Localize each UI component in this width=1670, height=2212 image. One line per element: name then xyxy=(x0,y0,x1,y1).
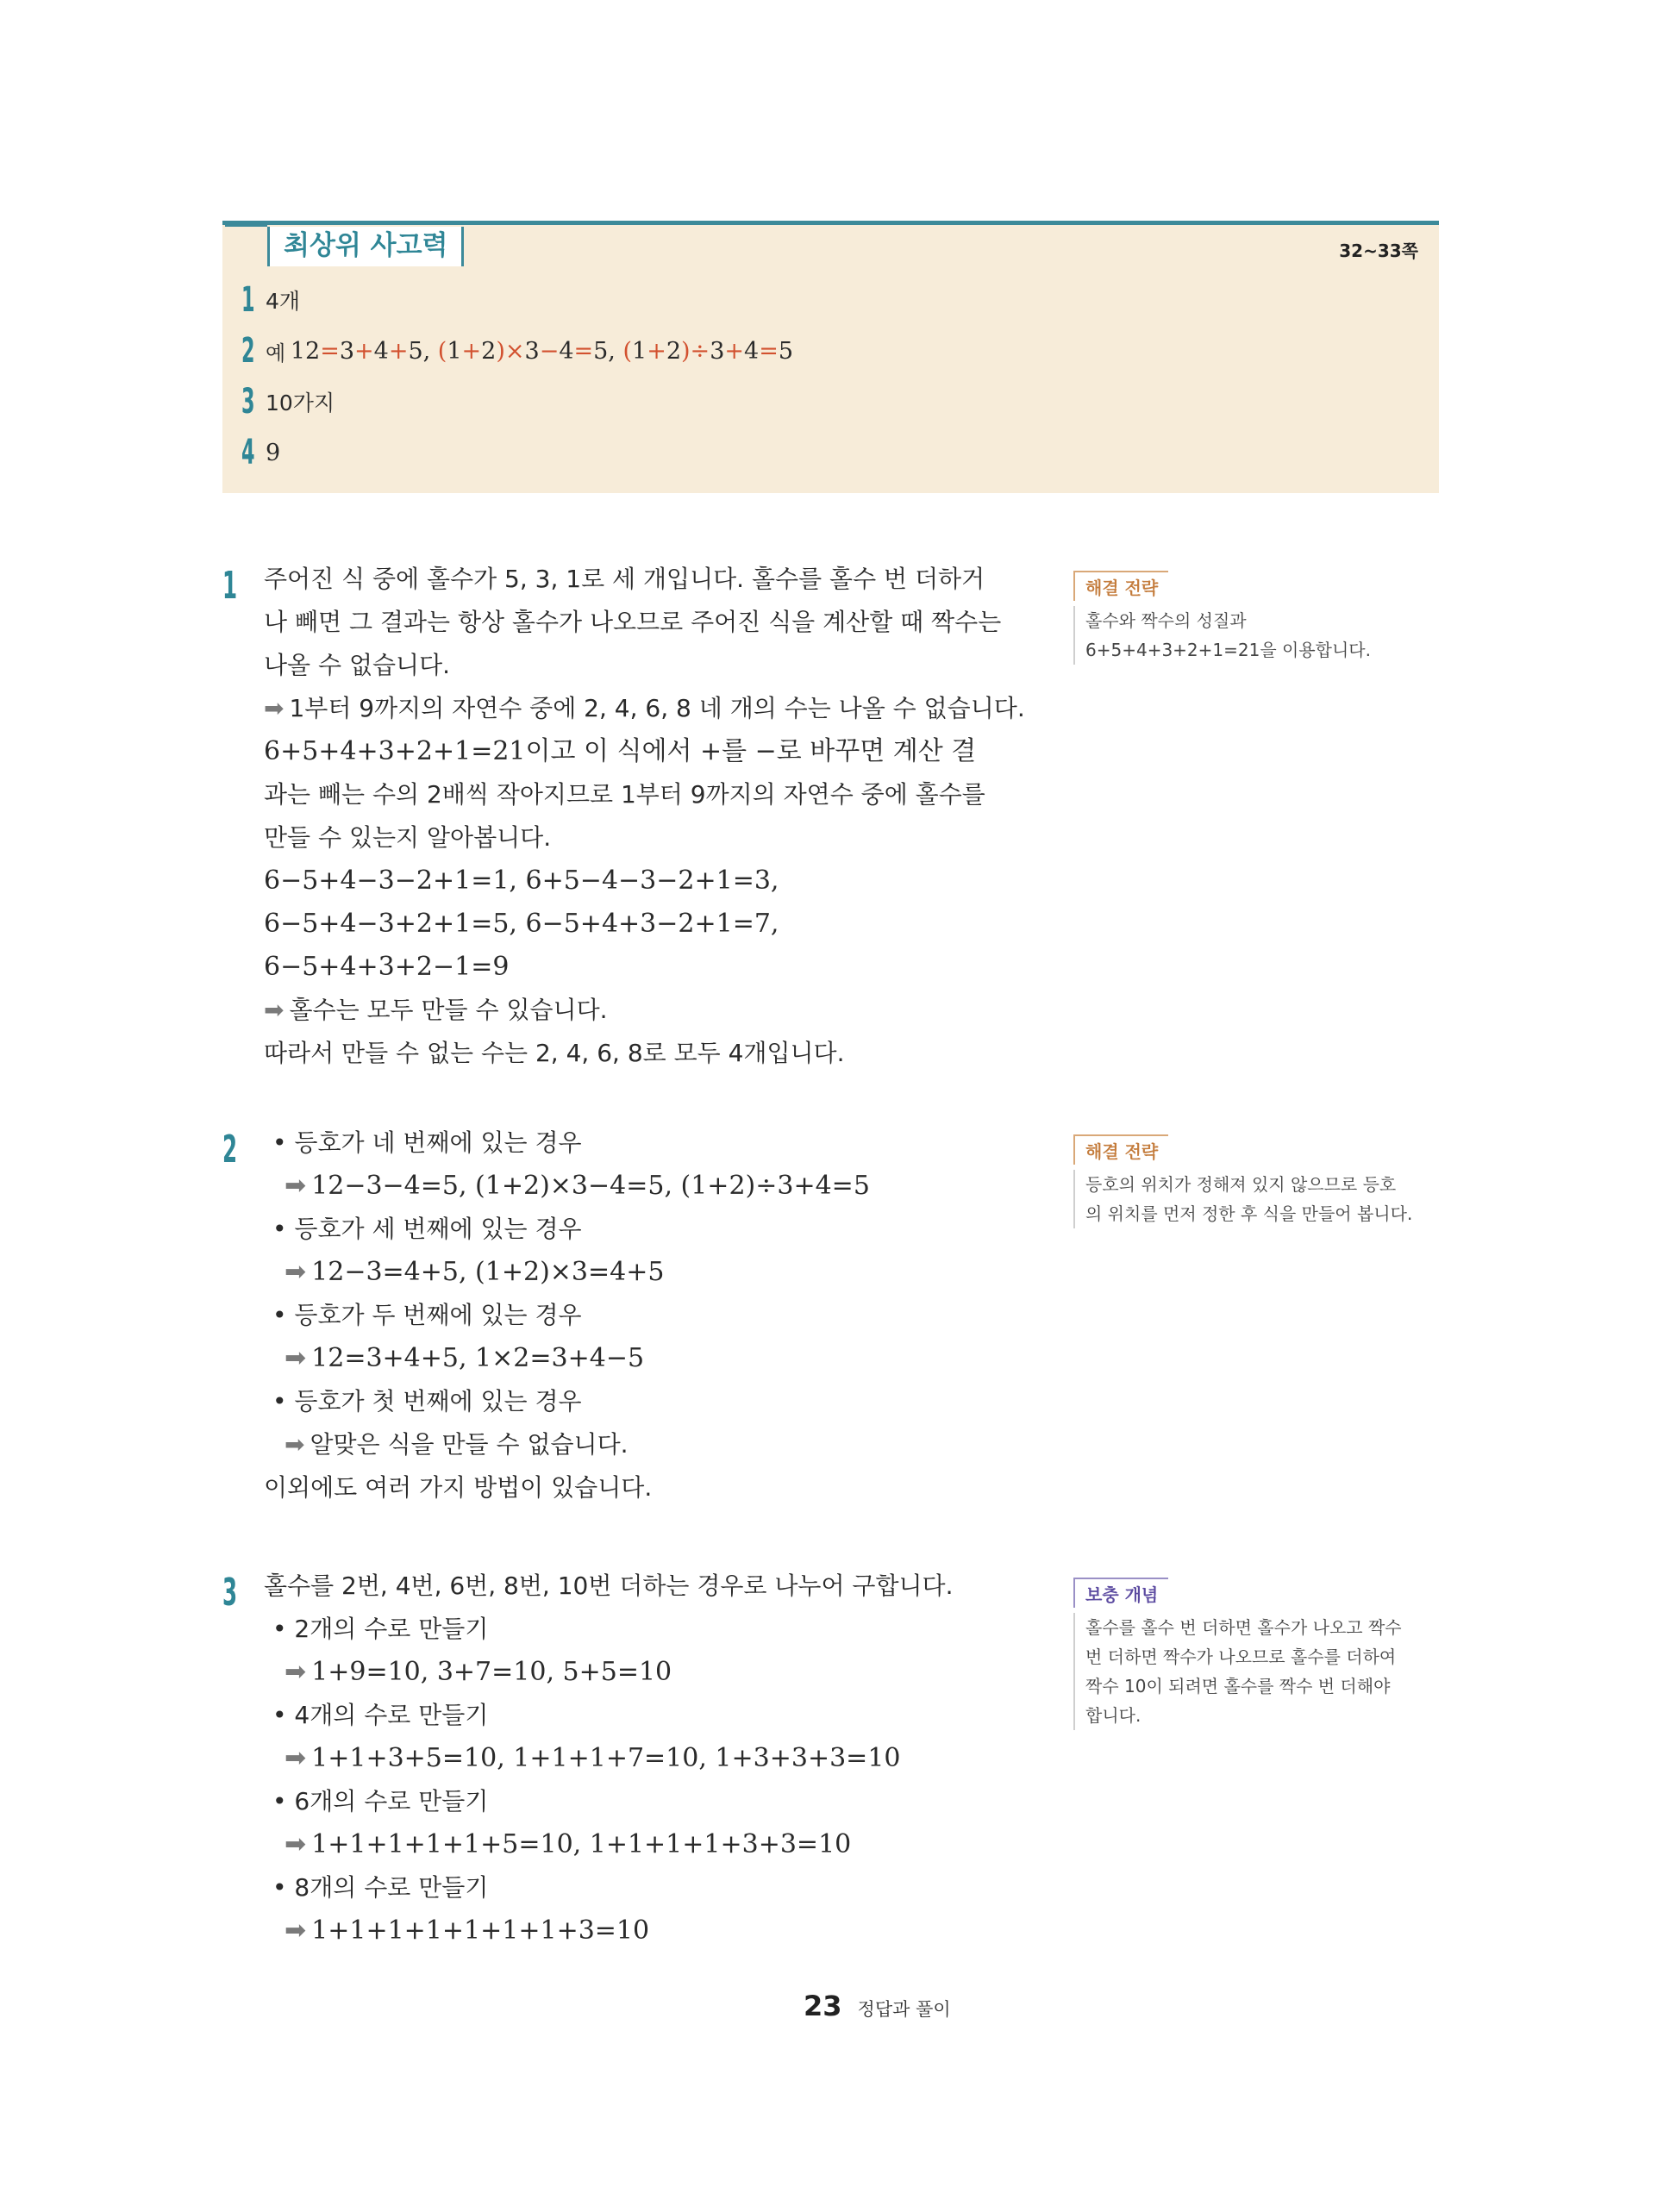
solution-line: • 등호가 두 번째에 있는 경우 xyxy=(272,1301,582,1329)
answer-number: 3 xyxy=(241,382,255,422)
solution-line: ➡ 1부터 9까지의 자연수 중에 2, 4, 6, 8 네 개의 수는 나올 수 없습니다. xyxy=(264,694,1025,722)
note-line: 번 더하면 짝수가 나오므로 홀수를 더하여 xyxy=(1085,1647,1397,1667)
solution-line: 만들 수 있는지 알아봅니다. xyxy=(264,823,552,852)
arrow-icon: ➡ xyxy=(285,1430,305,1459)
answer-box xyxy=(222,221,1439,493)
solution-line: 6−5+4+3+2−1=9 xyxy=(264,952,510,982)
side-note xyxy=(1073,1578,1440,1730)
note-body xyxy=(1073,606,1440,665)
note-heading: 해결 전략 xyxy=(1073,571,1168,601)
solution-line: • 등호가 세 번째에 있는 경우 xyxy=(272,1215,582,1243)
arrow-icon: ➡ xyxy=(285,1915,307,1946)
note-body xyxy=(1073,1613,1440,1730)
solution-line: 6+5+4+3+2+1=21이고 이 식에서 +를 −로 바꾸면 계산 결 xyxy=(264,736,977,766)
note-heading: 보충 개념 xyxy=(1073,1578,1168,1608)
answer-expression: 12=3+4+5, (1+2)×3−4=5, (1+2)÷3+4=5 xyxy=(290,337,793,365)
side-note xyxy=(1073,1134,1440,1228)
answer-number: 4 xyxy=(241,433,255,472)
solution-line: 과는 빼는 수의 2배씩 작아지므로 1부터 9까지의 자연수 중에 홀수를 xyxy=(264,780,985,809)
arrow-icon: ➡ xyxy=(285,1343,307,1373)
solution-line: • 등호가 네 번째에 있는 경우 xyxy=(272,1128,582,1157)
solution-line: • 6개의 수로 만들기 xyxy=(272,1787,489,1815)
solution-line: ➡ 알맞은 식을 만들 수 없습니다. xyxy=(285,1430,629,1459)
solution-line: 나올 수 없습니다. xyxy=(264,651,451,679)
page-number: 23 xyxy=(804,1990,842,2022)
solution-line: ➡ 12−3−4=5, (1+2)×3−4=5, (1+2)÷3+4=5 xyxy=(285,1171,870,1201)
solution-line: 따라서 만들 수 없는 수는 2, 4, 6, 8로 모두 4개입니다. xyxy=(264,1039,845,1067)
solution-line: 홀수를 2번, 4번, 6번, 8번, 10번 더하는 경우로 나누어 구합니다. xyxy=(264,1572,954,1600)
answer-row xyxy=(241,278,300,322)
solution-line: 나 빼면 그 결과는 항상 홀수가 나오므로 주어진 식을 계산할 때 짝수는 xyxy=(264,608,1002,636)
arrow-icon: ➡ xyxy=(264,694,285,722)
solution-number: 3 xyxy=(222,1571,238,1615)
solution-line: 이외에도 여러 가지 방법이 있습니다. xyxy=(264,1473,653,1502)
page-range: 32~33쪽 xyxy=(1339,241,1418,261)
solution-line: • 2개의 수로 만들기 xyxy=(272,1615,489,1643)
page-footer xyxy=(804,1990,951,2022)
answer-row xyxy=(241,431,280,474)
note-body xyxy=(1073,1170,1440,1228)
solution-line: 6−5+4−3−2+1=1, 6+5−4−3−2+1=3, xyxy=(264,865,779,896)
solution-line: • 4개의 수로 만들기 xyxy=(272,1701,489,1729)
solution-number: 2 xyxy=(222,1128,238,1172)
solution-line: • 등호가 첫 번째에 있는 경우 xyxy=(272,1387,582,1415)
solution-line: ➡ 1+9=10, 3+7=10, 5+5=10 xyxy=(285,1657,672,1687)
answer-example-mark: 예 xyxy=(266,341,292,366)
answer-text: 4개 xyxy=(266,289,301,314)
note-line: 6+5+4+3+2+1=21을 이용합니다. xyxy=(1085,640,1371,660)
note-line: 홀수와 짝수의 성질과 xyxy=(1085,610,1247,631)
arrow-icon: ➡ xyxy=(285,1257,307,1287)
solution-line: • 8개의 수로 만들기 xyxy=(272,1873,489,1902)
solution-line: ➡ 홀수는 모두 만들 수 있습니다. xyxy=(264,996,608,1024)
note-line: 홀수를 홀수 번 더하면 홀수가 나오고 짝수 xyxy=(1085,1617,1402,1638)
note-line: 의 위치를 먼저 정한 후 식을 만들어 봅니다. xyxy=(1085,1203,1413,1224)
solution-line: 6−5+4−3+2+1=5, 6−5+4+3−2+1=7, xyxy=(264,909,779,939)
side-note xyxy=(1073,571,1440,665)
arrow-icon: ➡ xyxy=(264,996,285,1024)
answer-number: 1 xyxy=(241,280,255,320)
solution-line: ➡ 12=3+4+5, 1×2=3+4−5 xyxy=(285,1343,645,1373)
answer-row xyxy=(241,329,793,372)
note-line: 짝수 10이 되려면 홀수를 짝수 번 더해야 xyxy=(1085,1676,1391,1696)
solution-line: ➡ 1+1+3+5=10, 1+1+1+7=10, 1+3+3+3=10 xyxy=(285,1743,901,1773)
solution-number: 1 xyxy=(222,564,238,608)
note-line: 등호의 위치가 정해져 있지 않으므로 등호 xyxy=(1085,1174,1397,1195)
note-heading: 해결 전략 xyxy=(1073,1134,1168,1165)
arrow-icon: ➡ xyxy=(285,1657,307,1687)
solution-line: ➡ 12−3=4+5, (1+2)×3=4+5 xyxy=(285,1257,665,1287)
solution-line: 주어진 식 중에 홀수가 5, 3, 1로 세 개입니다. 홀수를 홀수 번 더하거 xyxy=(264,565,985,593)
arrow-icon: ➡ xyxy=(285,1743,307,1773)
answer-row xyxy=(241,380,335,423)
solution-line: ➡ 1+1+1+1+1+1+1+3=10 xyxy=(285,1915,650,1946)
answer-number: 2 xyxy=(241,331,255,371)
arrow-icon: ➡ xyxy=(285,1829,307,1859)
answer-text: 9 xyxy=(266,439,281,466)
arrow-icon: ➡ xyxy=(285,1171,307,1201)
solution-line: ➡ 1+1+1+1+1+5=10, 1+1+1+1+3+3=10 xyxy=(285,1829,852,1859)
note-line: 합니다. xyxy=(1085,1705,1141,1726)
answer-text: 10가지 xyxy=(266,391,335,416)
box-title: 최상위 사고력 xyxy=(267,227,464,266)
page-caption: 정답과 풀이 xyxy=(857,1999,951,2020)
